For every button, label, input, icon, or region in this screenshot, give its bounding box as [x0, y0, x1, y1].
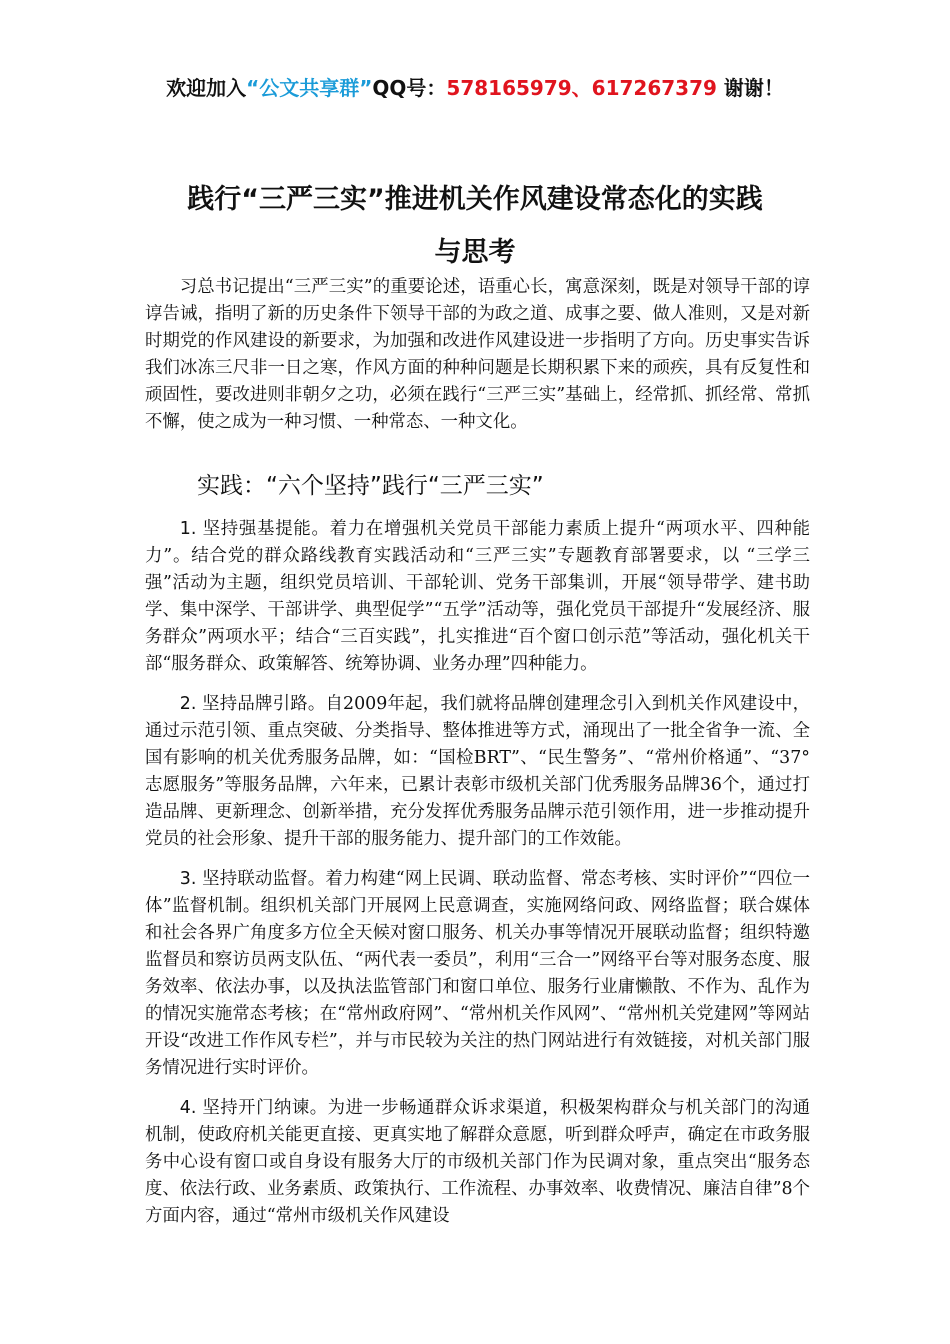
section-paragraph-3 [145, 866, 810, 1082]
header-qq-numbers: 578165979、617267379 [446, 76, 717, 100]
document-title-line2: 与思考 [434, 237, 516, 268]
intro-paragraph: 习总书记提出“三严三实”的重要论述，语重心长，寓意深刻，既是对领导干部的谆谆告诫，指明了新的历史条件下领导干部的为政之道、成事之要、做人准则，又是对新时期党的作风建设的新要求，为加强和改进作风建设进一步指明了方向。历史事实告诉我们冰冻三尺非一日之寒，作风方面的种种问题是长期积累下来的顽疾，具有反复性和顽固性，要改进则非朝夕之功，必须在践行“三严三实”基础上，经常抓、抓经常、常抓不懈，使之成为一种习惯、一种常态、一种文化。 [145, 277, 810, 432]
section-lead-1: 1. 坚持强基提能。 [179, 519, 330, 539]
document-title-line1: 践行“三严三实”推进机关作风建设常态化的实践 [187, 184, 763, 215]
header-suffix: 谢谢！ [716, 76, 784, 100]
header-qq-label: QQ号： [372, 76, 447, 100]
section-lead-4: 4. 坚持开门纳谏。 [179, 1098, 328, 1118]
section-lead-3: 3. 坚持联动监督。 [179, 869, 326, 889]
section-paragraph-4 [145, 1095, 810, 1230]
section-paragraph-1 [145, 516, 810, 678]
header-group-name: “公文共享群” [246, 76, 373, 100]
header-prefix: 欢迎加入 [166, 76, 247, 100]
section-body-3: 着力构建“网上民调、联动监督、常态考核、实时评价”“四位一体”监督机制。组织机关部门开展网上民意调查，实施网络问政、网络监督；联合媒体和社会各界广角度多方位全天候对窗口服务、机关办事等情况开展联动监督；组织特邀监督员和察访员两支队伍、“两代表一委员”，利用“三合一”网络平台等对服务态度、服务效率、依法办事，以及执法监管部门和窗口单位、服务行业庸懒散、不作为、乱作为的情况实施常态考核；在“常州政府网”、“常州机关作风网”、“常州机关党建网”等网站开设“改进工作作风专栏”，并与市民较为关注的热门网站进行有效链接，对机关部门服务情况进行实时评价。 [145, 869, 810, 1078]
section-body-2: 自2009年起，我们就将品牌创建理念引入到机关作风建设中，通过示范引领、重点突破、分类指导、整体推进等方式，涌现出了一批全省争一流、全国有影响的机关优秀服务品牌，如：“国检BRT”、“民生警务”、“常州价格通”、“37°志愿服务”等服务品牌，六年来，已累计表彰市级机关部门优秀服务品牌36个，通过打造品牌、更新理念、创新举措，充分发挥优秀服务品牌示范引领作用，进一步推动提升党员的社会形象、提升干部的服务能力、提升部门的工作效能。 [145, 694, 811, 849]
header-banner [0, 74, 950, 102]
section-paragraph-2 [145, 691, 810, 853]
section-body-4: 为进一步畅通群众诉求渠道，积极架构群众与机关部门的沟通机制，使政府机关能更直接、更真实地了解群众意愿，听到群众呼声，确定在市政务服务中心设有窗口或自身设有服务大厅的市级机关部门作为民调对象，重点突出“服务态度、依法行政、业务素质、政策执行、工作流程、办事效率、收费情况、廉洁自律”8个方面内容，通过“常州市级机关作风建设 [145, 1098, 810, 1226]
section-body-1: 着力在增强机关党员干部能力素质上提升“两项水平、四种能力”。结合党的群众路线教育实践活动和“三严三实”专题教育部署要求，以 “三学三强”活动为主题，组织党员培训、干部轮训、党务干部集训，开展“领导带学、建书助学、集中深学、干部讲学、典型促学”“五学”活动等，强化党员干部提升“发展经济、服务群众”两项水平；结合“三百实践”，扎实推进“百个窗口创示范”等活动，强化机关干部“服务群众、政策解答、统筹协调、业务办理”四种能力。 [145, 519, 810, 674]
section-subheading: 实践：“六个坚持”践行“三严三实” [197, 473, 544, 499]
section-lead-2: 2. 坚持品牌引路。 [179, 694, 326, 714]
